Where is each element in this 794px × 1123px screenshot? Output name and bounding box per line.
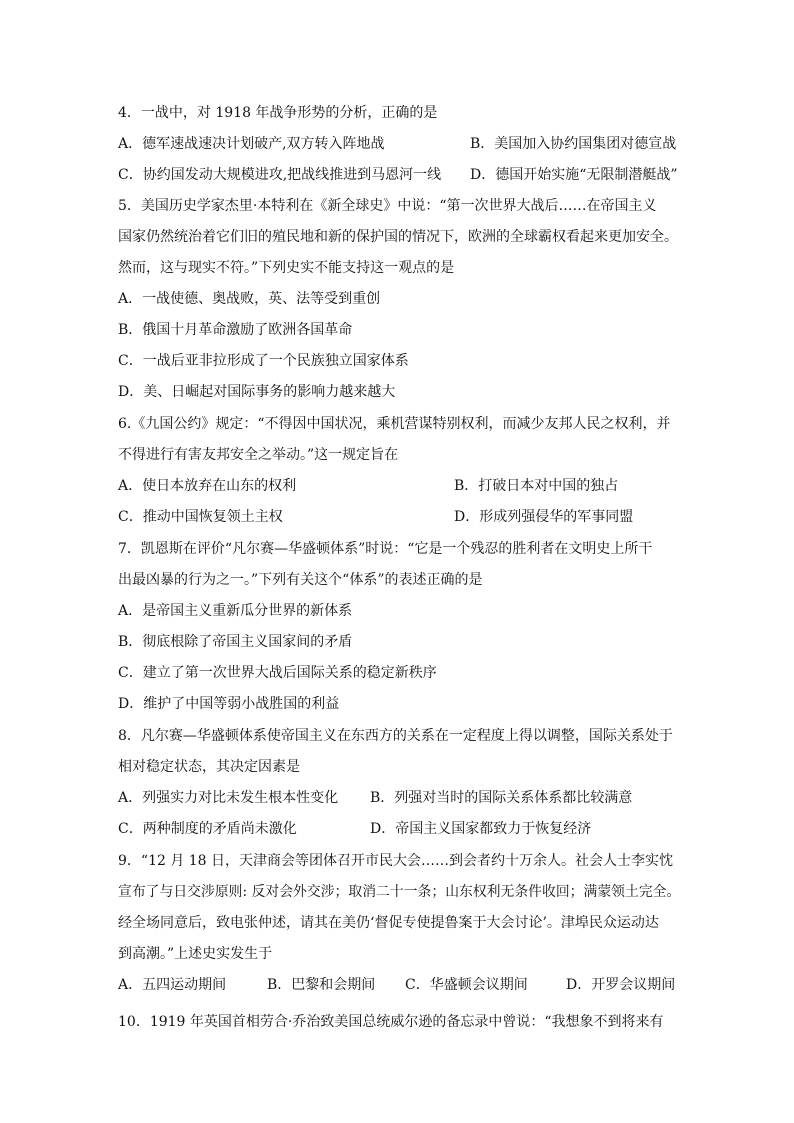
q8-option-b: B．列强对当时的国际关系体系都比较满意	[370, 790, 633, 806]
q9-stem-line1: 9．“12 月 18 日，天津商会等团体召开市民大会……到会者约十万余人。社会人士李实忱	[118, 853, 674, 869]
q8-option-d: D．帝国主义国家都致力于恢复经济	[370, 821, 592, 837]
q7-option-d: D．维护了中国等弱小战胜国的利益	[118, 696, 340, 712]
q5-option-b: B．俄国十月革命激励了欧洲各国革命	[118, 322, 353, 338]
q8-stem-line1: 8．凡尔赛—华盛顿体系使帝国主义在东西方的关系在一定程度上得以调整，国际关系处于	[118, 728, 673, 744]
q7-stem-line1: 7．凯恩斯在评价“凡尔赛—华盛顿体系”时说：“它是一个残忍的胜利者在文明史上所干	[118, 541, 653, 557]
q5-option-c: C．一战后亚非拉形成了一个民族独立国家体系	[118, 353, 409, 369]
q6-option-d: D．形成列强侵华的军事同盟	[454, 509, 634, 525]
q5-option-d: D．美、日崛起对国际事务的影响力越来越大	[118, 384, 396, 400]
q9-stem-line2: 宣布了与日交涉原则: 反对会外交涉；取消二十一条；山东权利无条件收回；满蒙领土完全。	[118, 884, 681, 900]
q9-option-d: D．开罗会议期间	[566, 977, 676, 993]
q7-option-c: C．建立了第一次世界大战后国际关系的稳定新秩序	[118, 665, 437, 681]
q8-option-c: C．两种制度的矛盾尚未激化	[118, 821, 297, 837]
q5-stem-line3: 然而，这与现实不符。”下列史实不能支持这一观点的是	[118, 260, 455, 276]
q5-stem-line2: 国家仍然统治着它们旧的殖民地和新的保护国的情况下，欧洲的全球霸权看起来更加安全。	[118, 229, 678, 245]
q6-option-a: A．使日本放弃在山东的权利	[118, 478, 297, 494]
q6-option-c: C．推动中国恢复领土主权	[118, 509, 283, 525]
q4-option-b: B．美国加入协约国集团对德宣战	[470, 136, 677, 152]
q9-stem-line3: 经全场同意后，致电张仲述，请其在美仍‘督促专使提鲁案于大会讨论’。津埠民众运动达	[118, 915, 659, 931]
q8-stem-line2: 相对稳定状态，其决定因素是	[118, 759, 300, 775]
q7-stem-line2: 出最凶暴的行为之一。”下列有关这个“体系”的表述正确的是	[118, 572, 483, 588]
q6-stem-line1: 6.《九国公约》规定：“不得因中国状况，乘机营谋特别权利，而减少友邦人民之权利，并	[118, 416, 671, 432]
q9-stem-line4: 到高潮。”上述史实发生于	[118, 946, 273, 962]
q7-option-a: A．是帝国主义重新瓜分世界的新体系	[118, 603, 353, 619]
q4-option-a: A．德军速战速决计划破产,双方转入阵地战	[118, 136, 385, 152]
q4-option-d: D．德国开始实施“无限制潜艇战”	[470, 167, 678, 183]
q9-option-a: A．五四运动期间	[118, 977, 227, 993]
q6-option-b: B．打破日本对中国的独占	[454, 478, 619, 494]
q7-option-b: B．彻底根除了帝国主义国家间的矛盾	[118, 634, 353, 650]
q5-option-a: A．一战使德、奥战败，英、法等受到重创	[118, 291, 381, 307]
q9-option-c: C．华盛顿会议期间	[405, 977, 528, 993]
q5-stem-line1: 5．美国历史学家杰里·本特利在《新全球史》中说：“第一次世界大战后……在帝国主义	[118, 198, 657, 214]
q4-stem: 4．一战中，对 1918 年战争形势的分析，正确的是	[118, 105, 438, 121]
q8-option-a: A．列强实力对比未发生根本性变化	[118, 790, 339, 806]
q4-option-c: C．协约国发动大规模进攻,把战线推进到马恩河一线	[118, 167, 442, 183]
q6-stem-line2: 不得进行有害友邦安全之举动。”这一规定旨在	[118, 447, 399, 463]
q9-option-b: B．巴黎和会期间	[267, 977, 376, 993]
q10-stem-line1: 10．1919 年英国首相劳合·乔治致美国总统威尔逊的备忘录中曾说：“我想象不到将来有	[118, 1014, 664, 1030]
